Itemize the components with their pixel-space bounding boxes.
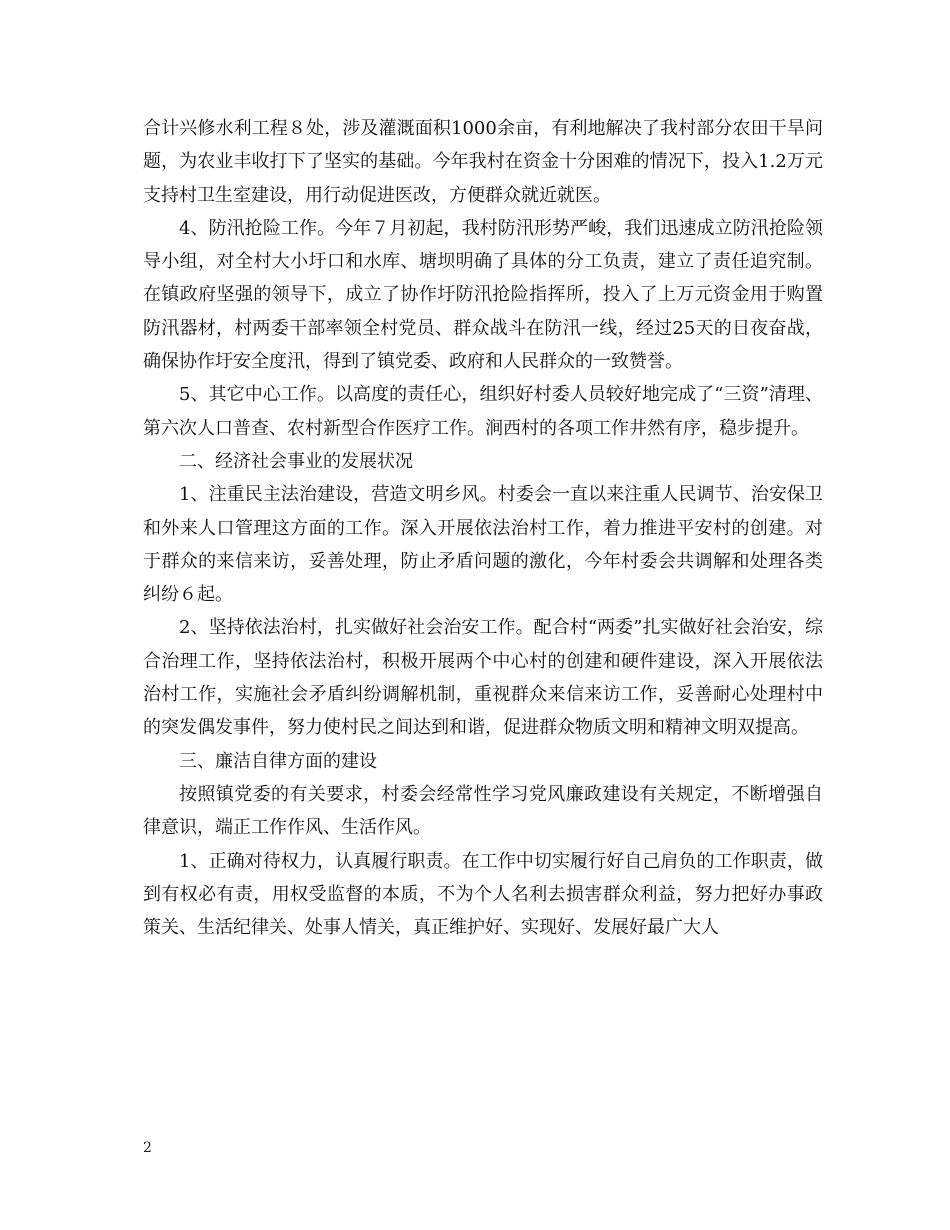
paragraph-6: 按照镇党委的有关要求，村委会经常性学习党风廉政建设有关规定，不断增强自律意识，端正工作作风、生活作风。 <box>143 783 823 839</box>
page-number: 2 <box>143 1140 152 1156</box>
section-heading-2: 二、经济社会事业的发展状况 <box>179 450 413 472</box>
paragraph-4: 1、注重民主法治建设，营造文明乡风。村委会一直以来注重人民调节、治安保卫和外来人口管理这方面的工作。深入开展依法治村工作，着力推进平安村的创建。对于群众的来信来访，妥善处理，防止矛盾问题的激化，今年村委会共调解和处理各类纠纷６起。 <box>143 484 823 606</box>
paragraph-1: 合计兴修水利工程８处，涉及灌溉面积1000余亩，有利地解决了我村部分农田干旱问题，为农业丰收打下了坚实的基础。今年我村在资金十分困难的情况下，投入1.2万元支持村卫生室建设，用行动促进医改，方便群众就近就医。 <box>143 118 823 206</box>
paragraph-3: 5、其它中心工作。以高度的责任心，组织好村委人员较好地完成了“三资”清理、第六次人口普查、农村新型合作医疗工作。涧西村的各项工作井然有序，稳步提升。 <box>143 384 823 439</box>
section-heading-3: 三、廉洁自律方面的建设 <box>179 750 377 772</box>
paragraph-2: 4、防汛抢险工作。今年７月初起，我村防汛形势严峻，我们迅速成立防汛抢险领导小组，对全村大小圩口和水库、塘坝明确了具体的分工负责，建立了责任追究制。在镇政府坚强的领导下，成立了协作圩防汛抢险指挥所，投入了上万元资金用于购置防汛器材，村两委干部率领全村党员、群众战斗在防汛一线，经过25天的日夜奋战，确保协作圩安全度汛，得到了镇党委、政府和人民群众的一致赞誉。 <box>143 217 823 373</box>
paragraph-7: 1、正确对待权力，认真履行职责。在工作中切实履行好自己肩负的工作职责，做到有权必有责，用权受监督的本质，不为个人名利去损害群众利益，努力把好办事政策关、生活纪律关、处事人情关，真正维护好、实现好、发展好最广大人 <box>143 850 823 939</box>
document-body <box>143 112 823 944</box>
paragraph-5: 2、坚持依法治村，扎实做好社会治安工作。配合村“两委”扎实做好社会治安，综合治理工作，坚持依法治村，积极开展两个中心村的创建和硬件建设，深入开展依法治村工作，实施社会矛盾纠纷调解机制，重视群众来信来访工作，妥善耐心处理村中的突发偶发事件，努力使村民之间达到和谐，促进群众物质文明和精神文明双提高。 <box>143 617 823 739</box>
